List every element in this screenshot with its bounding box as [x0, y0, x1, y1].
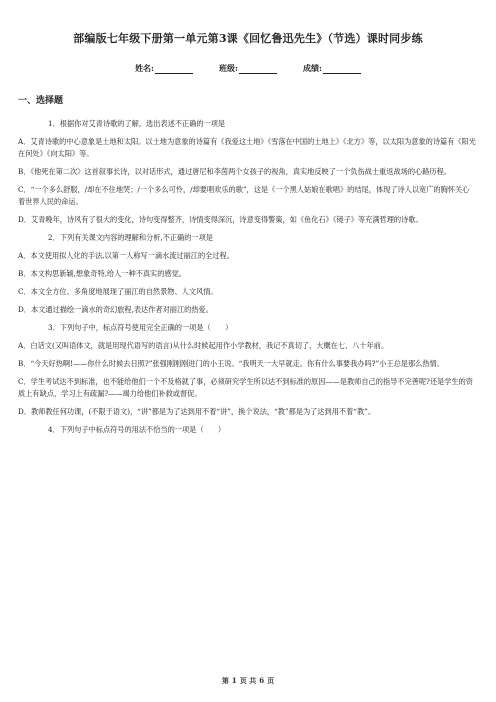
class-field[interactable]	[219, 63, 277, 74]
question-4	[18, 424, 476, 436]
option-d[interactable]: D．本文通过描绘一滴水的奇幻旅程,表达作者对丽江的热爱。	[18, 305, 213, 314]
footer-page-number: 1	[231, 676, 237, 685]
option-b[interactable]: B．《他死在第二次》这首叙事长诗，以对话形式，通过唐尼和李茵两个女孩子的视角，真实地反映了一个负伤战士重返战场的心路历程。	[18, 167, 451, 176]
score-label: 成绩:	[302, 63, 322, 73]
question-stem: 2．下列有关课文内容的理解和分析,不正确的一项是	[48, 233, 213, 242]
option-a[interactable]: A．艾青诗歌的中心意象是土地和太阳。以土地为意象的诗篇有《我爱这土地》《雪落在中国的土地上》《北方》等，以太阳为意象的诗篇有《阳光在何处》《向太阳》等。	[18, 137, 476, 158]
score-field[interactable]	[303, 63, 361, 74]
option-c[interactable]: C．本文全方位、多角度地展现了丽江的自然景物、人文风情。	[18, 287, 218, 296]
class-label: 班级:	[219, 63, 238, 73]
question-3	[18, 322, 476, 418]
class-blank[interactable]	[239, 65, 277, 74]
option-a[interactable]: A．本文使用拟人化的手法,以第一人称写一滴水流过丽江的全过程。	[18, 251, 234, 260]
page-title: 部编版七年级下册第一单元第3课《回忆鲁迅先生》（节选）课时同步练	[73, 32, 423, 45]
name-label: 姓名:	[135, 63, 155, 73]
option-d[interactable]: D．艾青晚年，诗风有了很大的变化，诗句变得整齐，诗情变得深沉，诗意变得警策，如《鱼化石》《镜子》等充满哲理的诗歌。	[18, 215, 423, 224]
footer-middle: 页 共	[239, 676, 257, 685]
question-stem: 4．下列句子中标点符号的用法不恰当的一项是（ ）	[48, 425, 226, 434]
option-b[interactable]: B．“今天好热啊!——你什么时候去日照?”张强刚刚刚进门的小王说。“我明天一大早就走。你有什么事要我办吗?”小王总是那么热情。	[18, 359, 444, 368]
name-field[interactable]	[135, 63, 193, 74]
question-stem: 3．下列句子中，标点符号使用完全正确的一项是（ ）	[48, 323, 233, 332]
option-a[interactable]: A．白话文(又叫语体文，就是用现代语写的语言)从什么时候起用作小学教材，我记不真切了，大概在七、八十年前。	[18, 341, 389, 350]
section-heading: 一、选择题	[18, 96, 64, 106]
question-2	[18, 232, 476, 316]
question-stem: 1．根据你对艾青诗歌的了解，选出表述不正确的一项是	[48, 119, 226, 128]
footer-total-pages: 6	[259, 676, 265, 685]
option-c[interactable]: C．“一个多么舒服，/却在不住地哭；/一个多么可怜，/却要唱欢乐的歌”，这是《一个黑人姑娘在歌唱》的结尾，体现了诗人以宽广的胸怀关心着世界人民的命运。	[18, 185, 470, 206]
name-blank[interactable]	[155, 65, 193, 74]
option-b[interactable]: B．本文构思新颖,想象奇特,给人一种不真实的感觉。	[18, 269, 186, 278]
option-d[interactable]: D．教师教任何功课，(不限于语文)，“讲”都是为了达到用不着“讲”，换个说法，“教”都是为了达到用不着“教”。	[18, 407, 376, 416]
option-c[interactable]: C．学生考试达不到标准，也不能给他们一个不及格就了事，必须研究学生所以达不到标准的原因——是教师自己的指导不完善呢?还是学生的资质上有缺点，学习上有疏漏?——竭力给他们补救或督促。	[18, 377, 473, 398]
score-blank[interactable]	[323, 65, 361, 74]
question-list	[18, 118, 476, 442]
footer-suffix: 页	[267, 676, 275, 685]
question-1	[18, 118, 476, 226]
page-footer	[0, 676, 496, 686]
footer-prefix: 第	[221, 676, 229, 685]
student-info-row	[0, 63, 496, 74]
